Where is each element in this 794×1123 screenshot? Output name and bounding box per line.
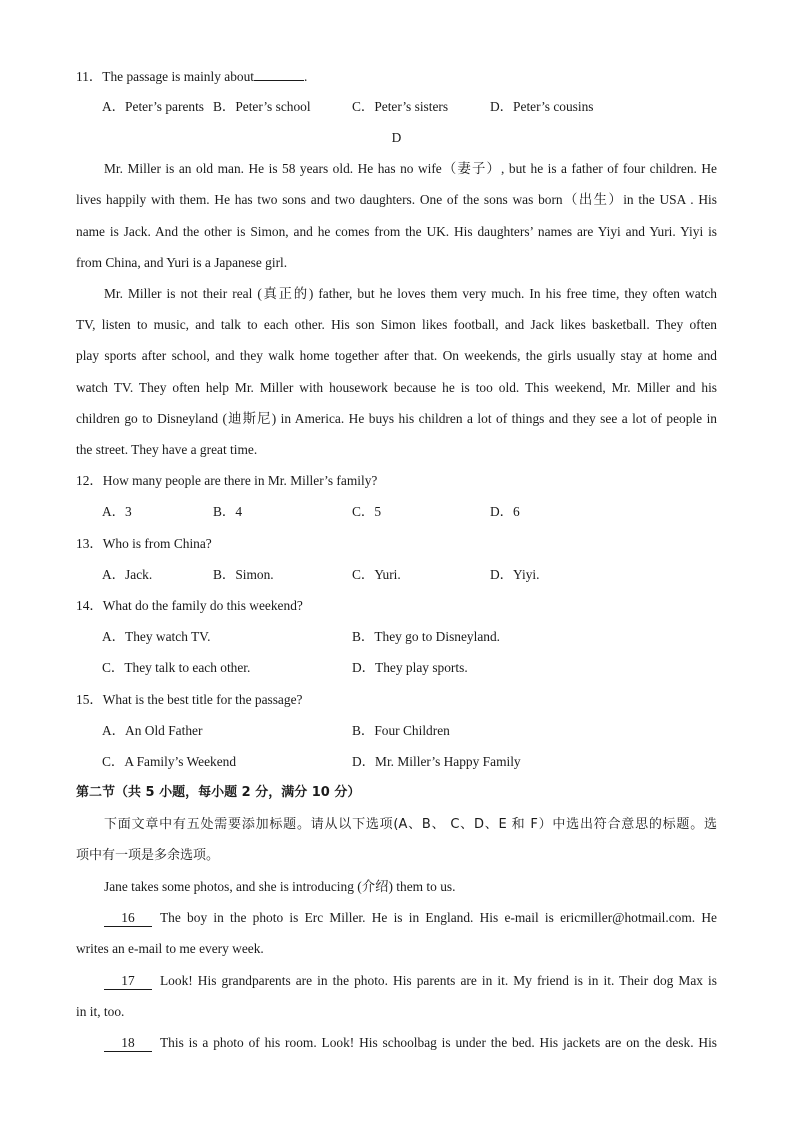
item-17-text: Look! His grandparents are in the photo. His parents are in it. My friend is in it. Their dog Max is (160, 973, 717, 988)
q14-option-a: A．They watch TV. (102, 629, 211, 644)
q11-stem-text: 11．The passage is mainly about (76, 69, 255, 84)
passage-d-p2-line-4: watch TV. They often help Mr. Miller with housework because he is too old. This weekend, Mr. Miller and his (76, 380, 717, 395)
answer-blank-17: 17 (104, 973, 152, 990)
q12-option-d: D．6 (490, 504, 520, 519)
q11-option-c: C．Peter’s sisters (352, 99, 449, 114)
item-17-line-2: in it, too. (76, 1004, 125, 1019)
item-16-text: The boy in the photo is Erc Miller. He is in England. His e-mail is ericmiller@hotmail.com. He (160, 910, 717, 925)
answer-blank-16: 16 (104, 910, 152, 927)
question-14-stem: 14．What do the family do this weekend? (76, 598, 303, 613)
question-15-stem: 15．What is the best title for the passage? (76, 692, 303, 707)
q11-option-a: A．Peter’s parents (102, 99, 205, 114)
q13-option-d: D．Yiyi. (490, 567, 540, 582)
q11-option-b: B．Peter’s school (213, 99, 311, 114)
q15-option-d: D．Mr. Miller’s Happy Family (352, 754, 521, 769)
passage-d-p2-line-3: play sports after school, and they walk home together after that. On weekends, the girls usually stay at home and (76, 348, 717, 363)
q13-option-c: C．Yuri. (352, 567, 401, 582)
section-2-instructions-line-2: 项中有一项是多余选项。 (76, 848, 220, 863)
passage-d-p1-line-2: lives happily with them. He has two sons and two daughters. One of the sons was born（出生）in the USA . His (76, 192, 717, 207)
q12-option-c: C．5 (352, 504, 382, 519)
q11-stem-tail: . (304, 69, 308, 84)
q14-option-b: B．They go to Disneyland. (352, 629, 501, 644)
section-2-instructions-line-1: 下面文章中有五处需要添加标题。请从以下选项(A、B、 C、D、E 和 F）中选出符合意思的标题。选 (104, 817, 717, 832)
section-2-intro: Jane takes some photos, and she is introducing (介绍) them to us. (104, 879, 456, 894)
q12-option-a: A．3 (102, 504, 132, 519)
answer-blank (254, 66, 304, 81)
q13-option-a: A．Jack. (102, 567, 153, 582)
passage-d-p1-line-4: from China, and Yuri is a Japanese girl. (76, 255, 288, 270)
item-17-line-1 (104, 971, 717, 991)
passage-d-p1-line-1: Mr. Miller is an old man. He is 58 years old. He has no wife（妻子）, but he is a father of four children. He (104, 161, 717, 176)
passage-d-p2-line-1: Mr. Miller is not their real (真正的) father, but he loves them very much. In his free time, they often watch (104, 286, 717, 301)
q14-option-d: D．They play sports. (352, 660, 468, 675)
passage-d-p1-line-3: name is Jack. And the other is Simon, and he comes from the UK. His daughters’ names are Yiyi and Yuri. Yiyi is (76, 224, 717, 239)
q14-option-c: C．They talk to each other. (102, 660, 251, 675)
q12-option-b: B．4 (213, 504, 243, 519)
question-11-stem (76, 66, 717, 87)
item-16-line-2: writes an e-mail to me every week. (76, 941, 264, 956)
passage-d-p2-line-5: children go to Disneyland (迪斯尼) in America. He buys his children a lot of things and they see a lot of people in (76, 411, 717, 426)
q11-option-d: D．Peter’s cousins (490, 99, 594, 114)
passage-d-p2-line-2: TV, listen to music, and talk to each other. His son Simon likes football, and Jack likes basketball. They often (76, 317, 717, 332)
q15-option-c: C．A Family’s Weekend (102, 754, 237, 769)
question-12-stem: 12．How many people are there in Mr. Miller’s family? (76, 473, 378, 488)
answer-blank-18: 18 (104, 1035, 152, 1052)
question-13-stem: 13．Who is from China? (76, 536, 212, 551)
q13-option-b: B．Simon. (213, 567, 274, 582)
passage-d-p2-line-6: the street. They have a great time. (76, 442, 258, 457)
item-18-text: This is a photo of his room. Look! His schoolbag is under the bed. His jackets are on the desk. His (160, 1035, 717, 1050)
section-2-heading: 第二节（共 5 小题，每小题 2 分，满分 10 分） (76, 785, 361, 800)
q15-option-b: B．Four Children (352, 723, 450, 738)
q15-option-a: A．An Old Father (102, 723, 203, 738)
section-d-heading: D (391, 130, 402, 145)
item-18-line-1 (104, 1033, 717, 1053)
item-16-line-1 (104, 908, 717, 928)
